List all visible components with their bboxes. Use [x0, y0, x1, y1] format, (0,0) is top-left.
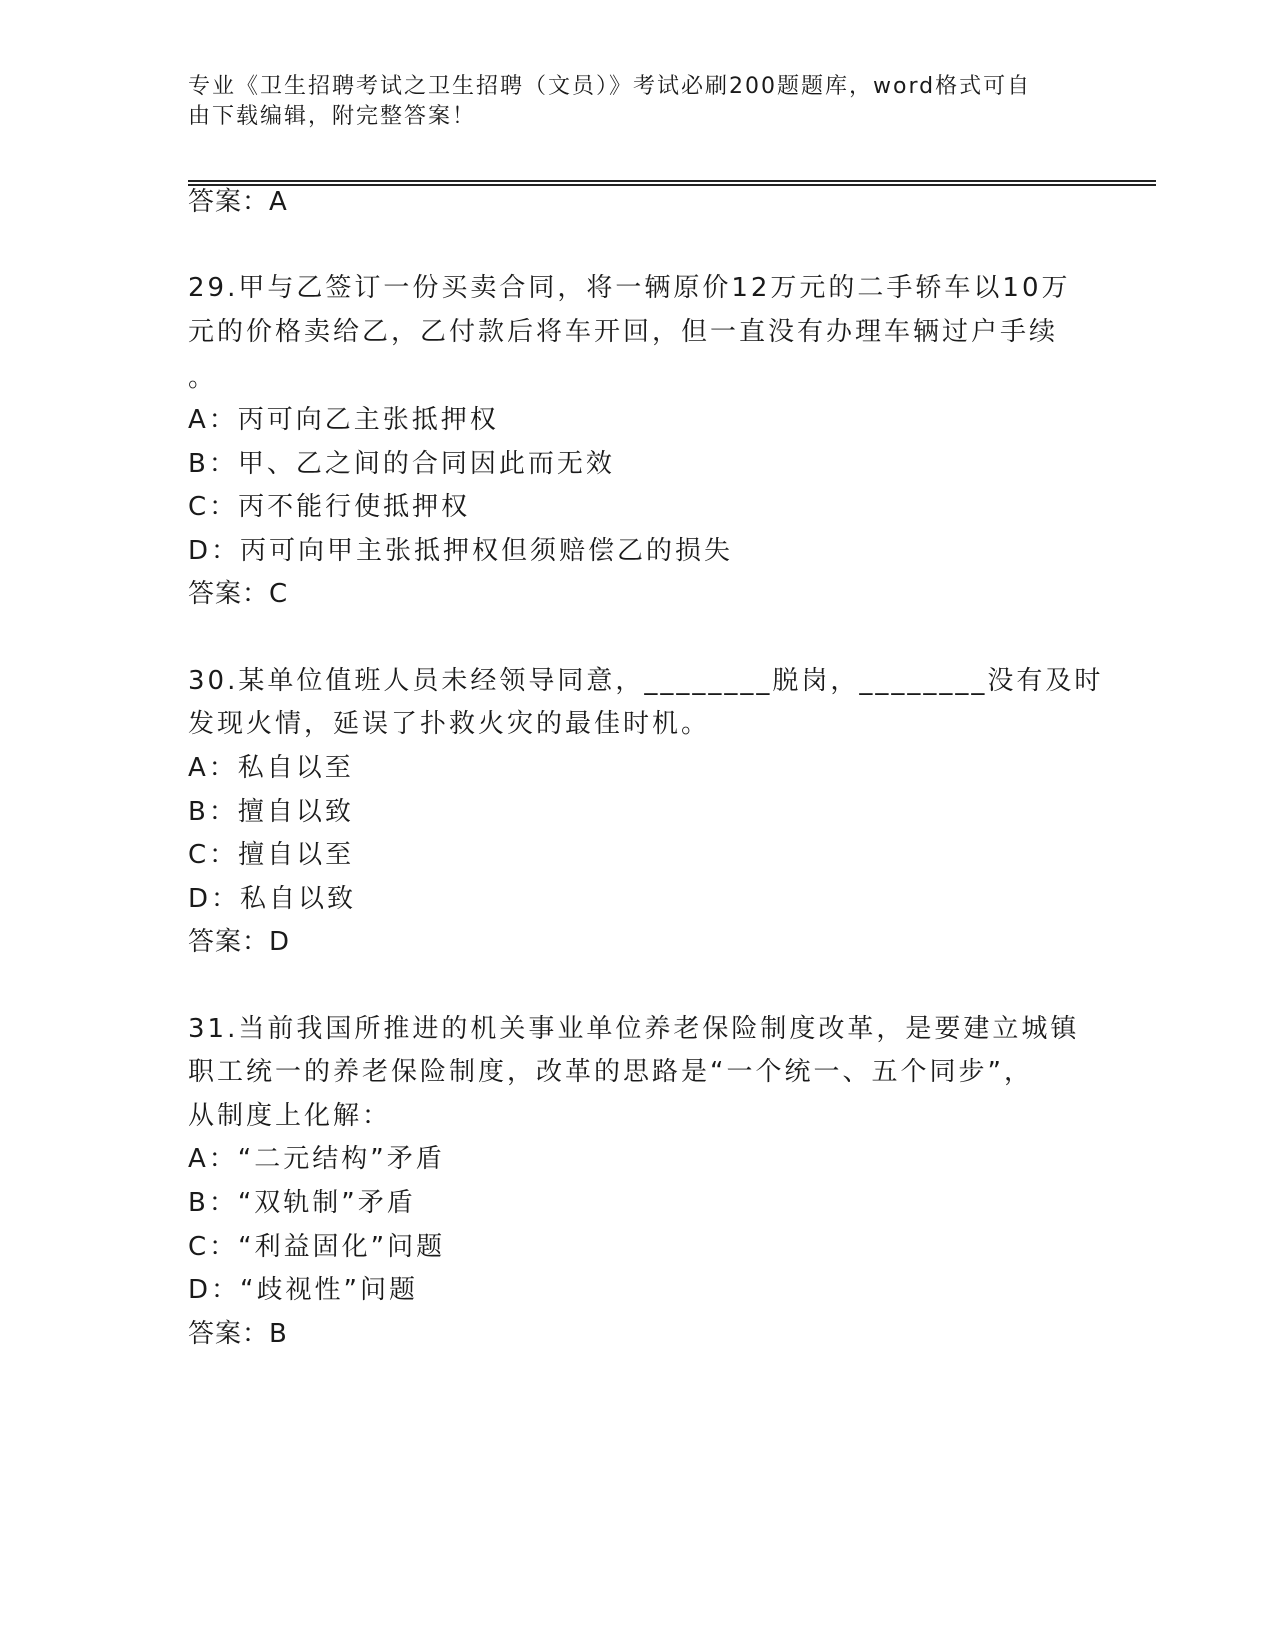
answer-prev: 答案：A — [188, 187, 288, 217]
q31-text-line-2: 职工统一的养老保险制度，改革的思路是“一个统一、五个同步”， — [188, 1057, 1033, 1087]
q30-option-d: D：私自以致 — [188, 884, 357, 914]
q31-option-d: D：“歧视性”问题 — [188, 1275, 418, 1305]
q29-answer: 答案：C — [188, 579, 289, 609]
header-divider — [188, 180, 1156, 182]
q30-option-b: B：擅自以致 — [188, 797, 354, 827]
q30-text-line-1: 30.某单位值班人员未经领导同意，________脱岗，________没有及时 — [188, 666, 1104, 696]
q30-option-a: A：私自以至 — [188, 753, 354, 783]
q30-text-line-2: 发现火情，延误了扑救火灾的最佳时机。 — [188, 709, 711, 739]
q29-option-c: C：丙不能行使抵押权 — [188, 492, 471, 522]
q30-answer: 答案：D — [188, 927, 291, 957]
q29-option-a: A：丙可向乙主张抵押权 — [188, 405, 499, 435]
q29-option-d: D：丙可向甲主张抵押权但须赔偿乙的损失 — [188, 536, 734, 566]
q31-answer: 答案：B — [188, 1319, 288, 1349]
document-header — [188, 72, 1088, 132]
q29-text-line-3: 。 — [188, 363, 218, 393]
header-line-2: 由下载编辑，附完整答案！ — [188, 104, 477, 129]
q31-option-c: C：“利益固化”问题 — [188, 1232, 446, 1262]
q29-text-line-2: 元的价格卖给乙，乙付款后将车开回，但一直没有办理车辆过户手续 — [188, 317, 1059, 347]
q31-text-line-3: 从制度上化解： — [188, 1101, 392, 1131]
header-divider-second — [188, 184, 1156, 186]
q31-text-line-1: 31.当前我国所推进的机关事业单位养老保险制度改革，是要建立城镇 — [188, 1014, 1080, 1044]
q29-option-b: B：甲、乙之间的合同因此而无效 — [188, 449, 615, 479]
header-line-1: 专业《卫生招聘考试之卫生招聘（文员）》考试必刷200题题库，word格式可自 — [188, 74, 1032, 99]
q30-option-c: C：擅自以至 — [188, 840, 355, 870]
q31-option-b: B：“双轨制”矛盾 — [188, 1188, 416, 1218]
q31-option-a: A：“二元结构”矛盾 — [188, 1144, 445, 1174]
q29-text-line-1: 29.甲与乙签订一份买卖合同，将一辆原价12万元的二手轿车以10万 — [188, 273, 1071, 303]
